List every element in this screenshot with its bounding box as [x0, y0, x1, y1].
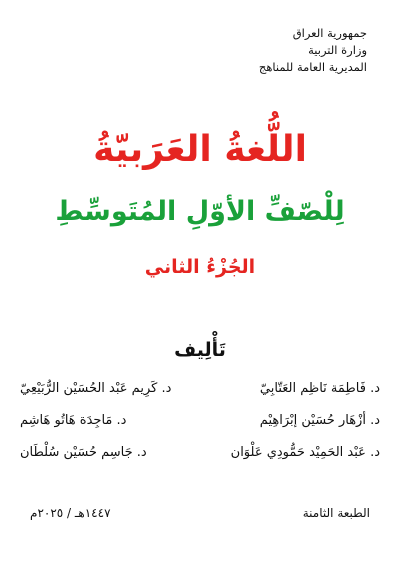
ministry-name: وزارة التربية: [308, 43, 367, 57]
publication-year: ١٤٤٧هـ / ٢٠٢٥م: [30, 506, 111, 520]
author-name: د. أزْهَار حُسَيْن إبْرَاهِيْم: [259, 412, 380, 428]
author-row: [20, 436, 380, 468]
country-name: جمهورية العراق: [292, 26, 367, 40]
author-name: د. فَاطِمَة نَاظِم العَتّابِيّ: [259, 380, 380, 396]
part-title: الجُزْءُ الثاني: [144, 256, 256, 278]
publication-footer: [30, 506, 370, 520]
book-title: اللُّغةُ العَرَبيّةُ: [93, 129, 307, 170]
authors-list: [20, 372, 380, 468]
author-name: د. جَاسِم حُسَيْن سُلْطَان: [20, 444, 147, 460]
author-name: د. عَبْد الحَمِيْد حَمُّودِي عَلْوَان: [230, 444, 380, 460]
authorship-heading: تَأْلِيف: [174, 339, 226, 361]
edition-label: الطبعة الثامنة: [302, 506, 370, 520]
author-row: [20, 372, 380, 404]
directorate-name: المديرية العامة للمناهج: [258, 60, 367, 74]
author-name: د. كَرِيم عَبْد الحُسَيْن الرُّبَيْعِيّ: [20, 380, 172, 396]
ministry-header: [187, 25, 367, 76]
author-row: [20, 404, 380, 436]
grade-title: لِلْصّفِّ الأوّلِ المُتَوسِّطِ: [55, 196, 345, 227]
author-name: د. مَاجِدَة هَاتُو هَاشِم: [20, 412, 127, 428]
